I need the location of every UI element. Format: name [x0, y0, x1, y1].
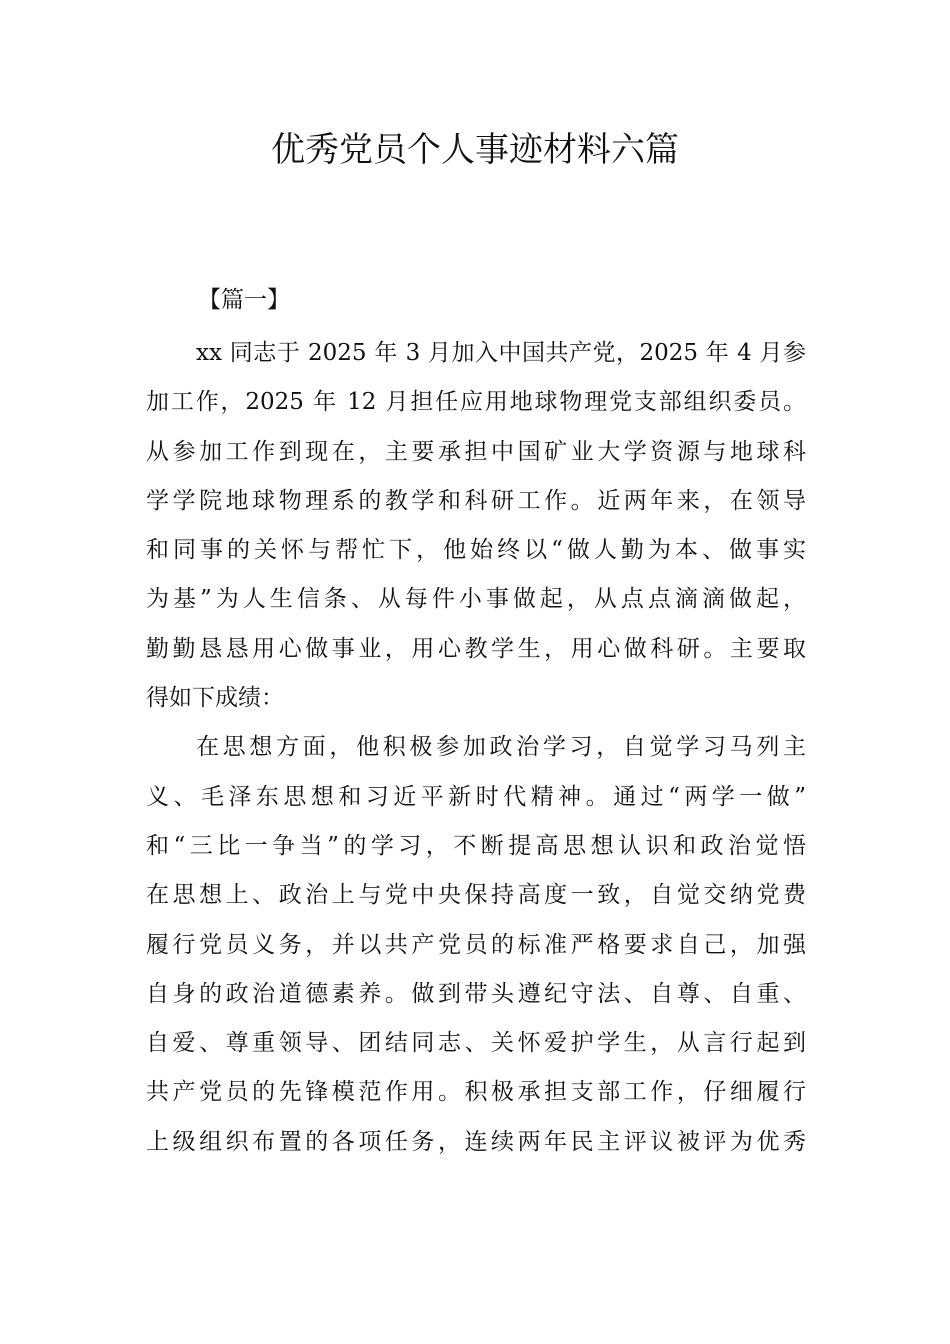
text-line: 履行党员义务，并以共产党员的标准严格要求自己，加强 [146, 931, 806, 958]
text-line: 和同事的关怀与帮忙下，他始终以“做人勤为本、做事实 [146, 537, 806, 564]
text-line: xx 同志于 2025 年 3 月加入中国共产党，2025 年 4 月参 [196, 340, 806, 366]
paragraph-2 [146, 723, 806, 1167]
text-line: 学学院地球物理系的教学和科研工作。近两年来，在领导 [146, 487, 806, 514]
text-line: 在思想方面，他积极参加政治学习，自觉学习马列主 [196, 734, 806, 761]
text-line: 为基”为人生信条、从每件小事做起，从点点滴滴做起， [146, 586, 806, 613]
text-line: 义、毛泽东思想和习近平新时代精神。通过“两学一做” [146, 783, 806, 810]
text-line: 自身的政治道德素养。做到带头遵纪守法、自尊、自重、 [146, 980, 806, 1007]
text-line: 加工作，2025 年 12 月担任应用地球物理党支部组织委员。 [146, 389, 806, 416]
paragraph-1 [146, 329, 806, 723]
document-body [146, 329, 806, 1167]
text-line: 得如下成绩： [146, 685, 284, 712]
text-line: 上级组织布置的各项任务，连续两年民主评议被评为优秀 [146, 1128, 806, 1155]
section-heading: 【篇一】 [198, 287, 290, 313]
text-line: 自爱、尊重领导、团结同志、关怀爱护学生，从言行起到 [146, 1030, 806, 1057]
text-line: 共产党员的先锋模范作用。积极承担支部工作，仔细履行 [146, 1079, 806, 1106]
text-line: 和“三比一争当”的学习，不断提高思想认识和政治觉悟 [146, 832, 806, 859]
document-title: 优秀党员个人事迹材料六篇 [271, 130, 679, 170]
text-line: 在思想上、政治上与党中央保持高度一致，自觉交纳党费 [146, 882, 806, 909]
text-line: 勤勤恳恳用心做事业，用心教学生，用心做科研。主要取 [146, 635, 806, 662]
text-line: 从参加工作到现在，主要承担中国矿业大学资源与地球科 [146, 438, 806, 465]
